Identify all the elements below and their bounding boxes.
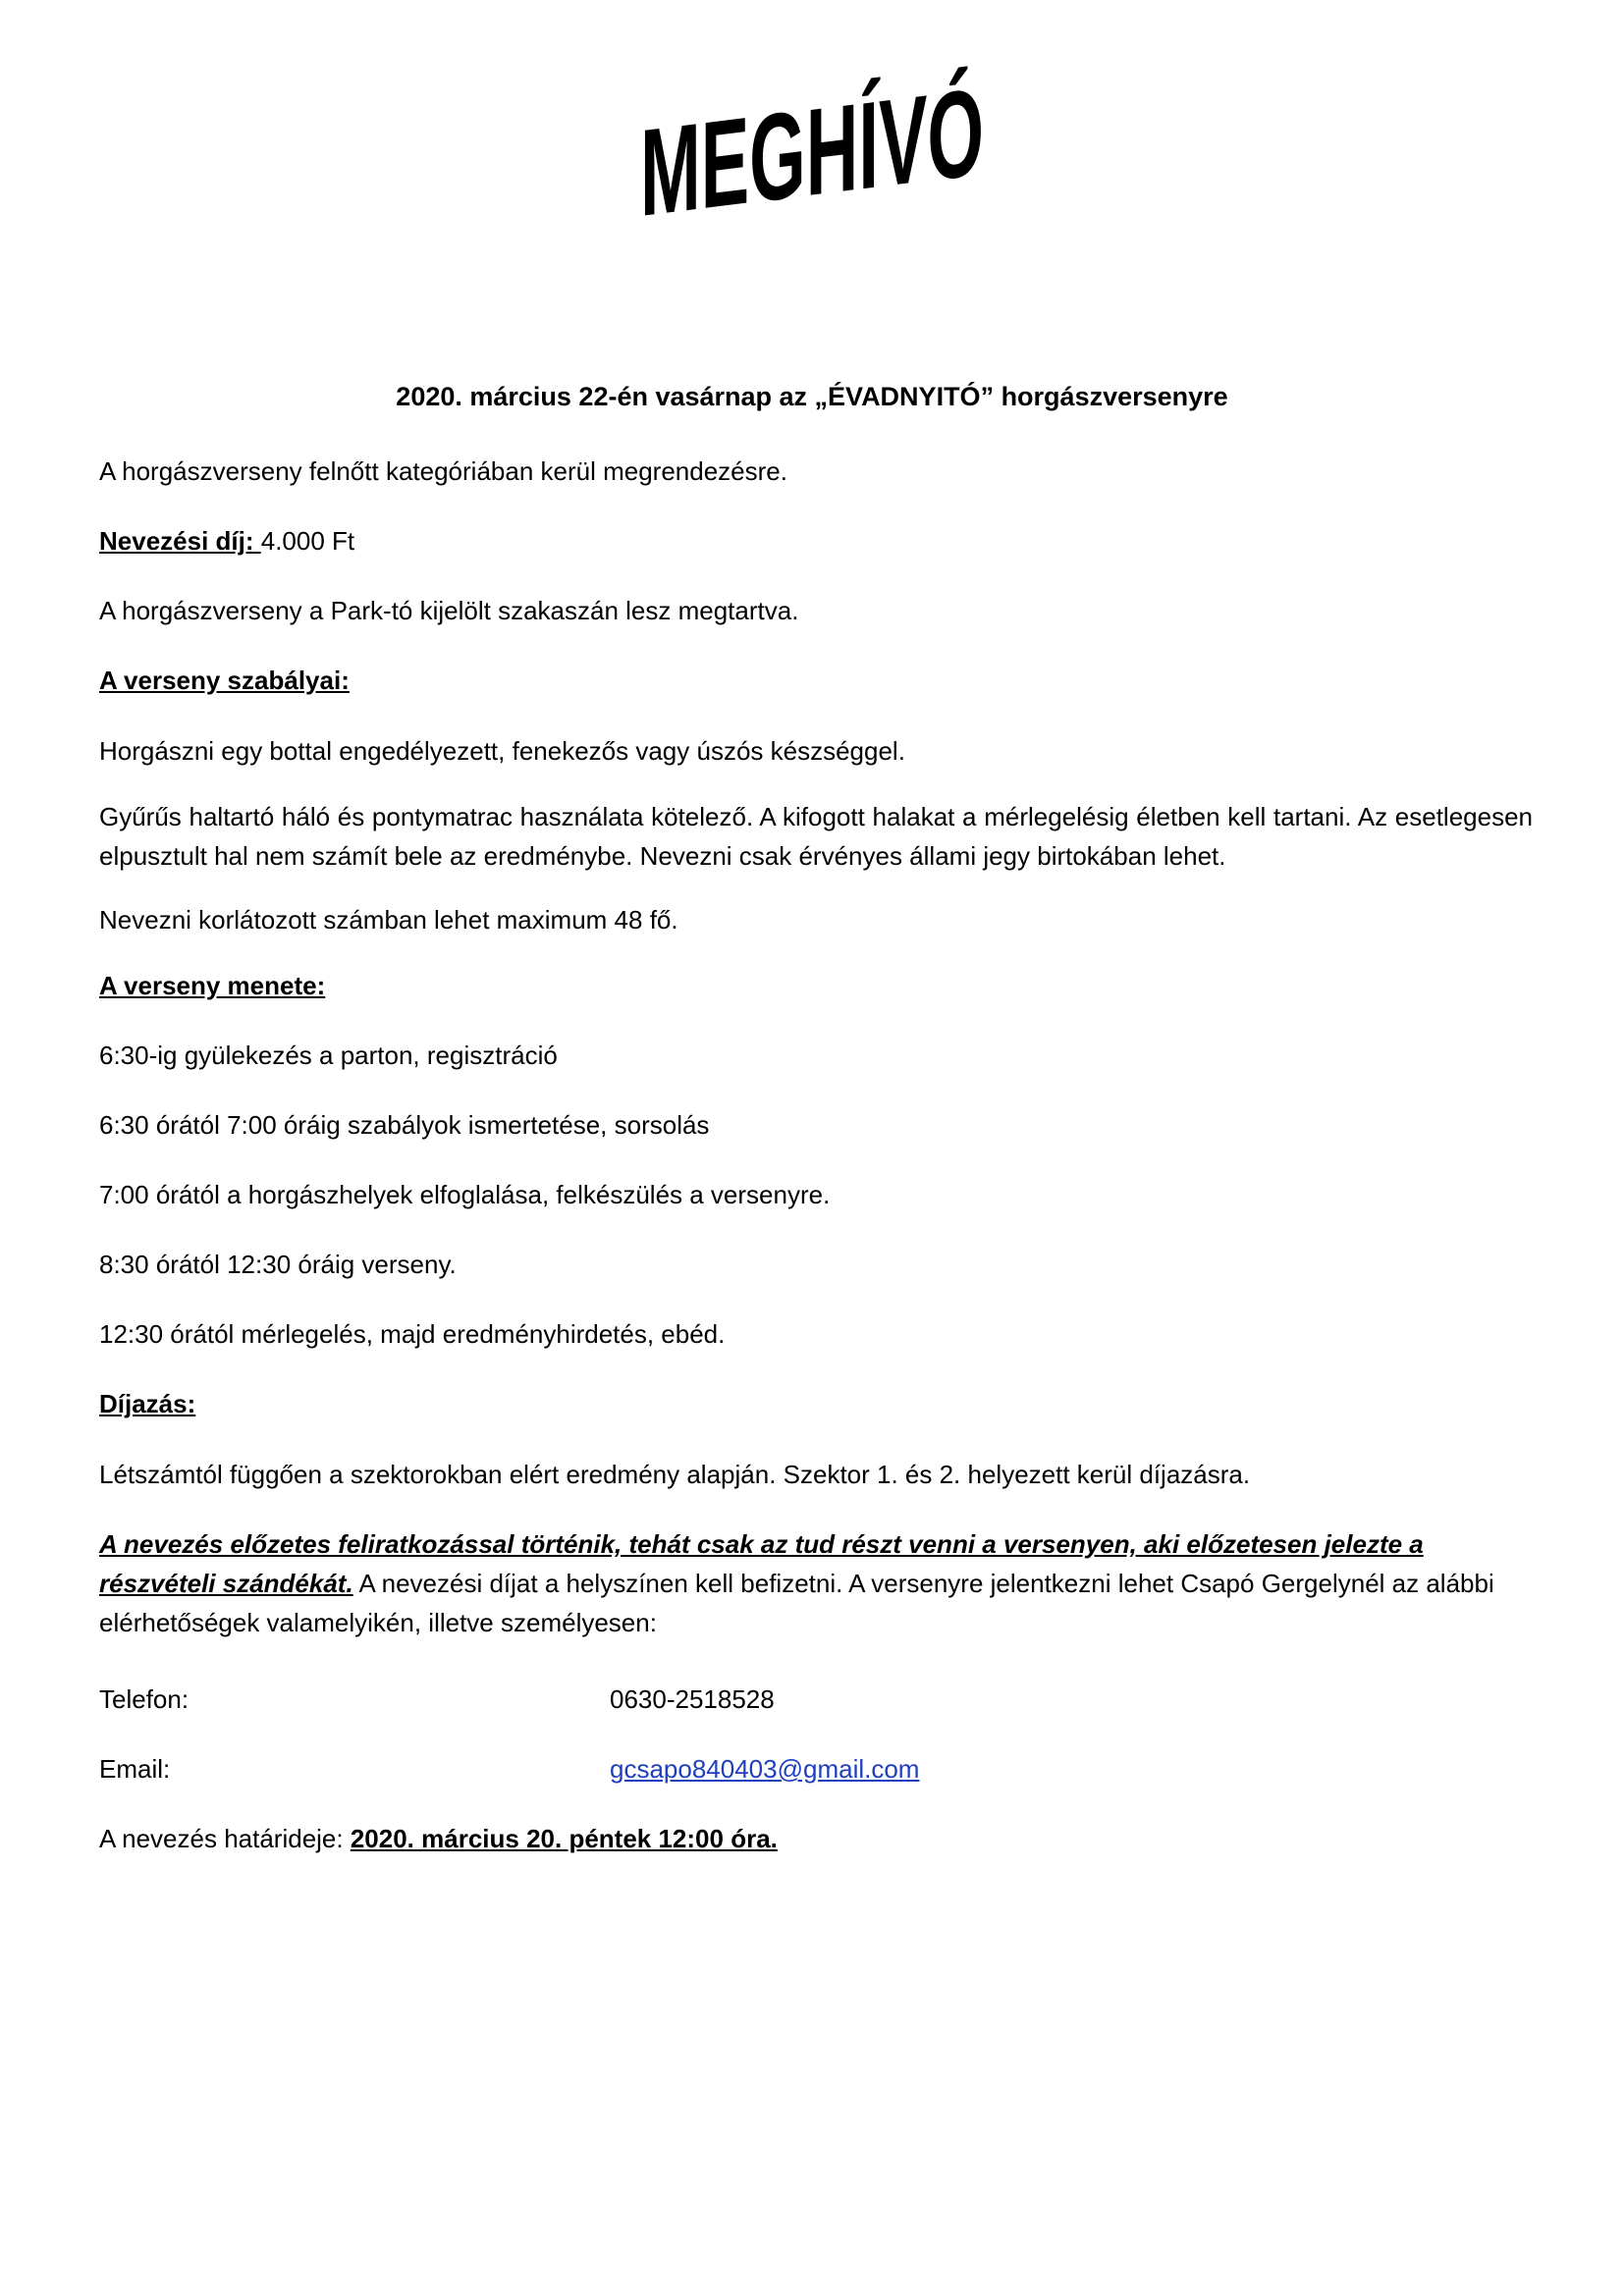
logo-wordart: MEGHÍVÓ [640, 36, 1197, 243]
schedule-item: 8:30 órától 12:30 óráig verseny. [99, 1250, 457, 1279]
meghivo-logo [628, 36, 1197, 275]
registration-emphasis: A nevezés előzetes feliratkozással történik, tehát csak az tud részt venni a versenyen, aki előzetesen jelezte a részvételi szándékát. [99, 1529, 1424, 1598]
rule-item: Nevezni korlátozott számban lehet maximum 48 fő. [99, 905, 678, 934]
phone-value: 0630-2518528 [610, 1684, 775, 1714]
deadline-line [99, 1819, 1533, 1858]
entry-fee-label: Nevezési díj: [99, 526, 261, 556]
entry-fee-line [99, 521, 1533, 561]
entry-fee-value: 4.000 Ft [260, 526, 355, 556]
deadline-value: 2020. március 20. péntek 12:00 óra. [350, 1824, 778, 1853]
rule-item: Gyűrűs haltartó háló és pontymatrac használata kötelező. A kifogott halakat a mérlegelésig életben kell tartani. Az esetlegesen elpusztult hal nem számít bele az eredménybe. Nevezni csak érvényes állami jegy birtokában lehet. [99, 802, 1533, 871]
email-label: Email: [99, 1754, 171, 1784]
email-link[interactable]: gcsapo840403@gmail.com [610, 1754, 920, 1784]
registration-text: A nevezési díjat a helyszínen kell befizetni. A versenyre jelentkezni lehet Csapó Gergelynél az alábbi elérhetőségek valamelyikén, illetve személyesen: [99, 1569, 1494, 1637]
schedule-item: 6:30 órától 7:00 óráig szabályok ismertetése, sorsolás [99, 1110, 710, 1140]
category-text: A horgászverseny felnőtt kategóriában kerül megrendezésre. [99, 456, 787, 486]
registration-paragraph [99, 1524, 1513, 1642]
schedule-heading: A verseny menete: [99, 971, 326, 1000]
rules-heading: A verseny szabályai: [99, 666, 350, 695]
schedule-item: 12:30 órától mérlegelés, majd eredményhirdetés, ebéd. [99, 1319, 726, 1349]
phone-row [99, 1680, 1533, 1719]
schedule-item: 6:30-ig gyülekezés a parton, regisztráció [99, 1041, 558, 1070]
deadline-label: A nevezés határideje: [99, 1824, 351, 1853]
prizes-text: Létszámtól függően a szektorokban elért eredmény alapján. Szektor 1. és 2. helyezett kerül díjazásra. [99, 1460, 1251, 1489]
invitation-subtitle: 2020. március 22-én vasárnap az „ÉVADNYITÓ” horgászversenyre [396, 382, 1228, 411]
schedule-item: 7:00 órától a horgászhelyek elfoglalása, felkészülés a versenyre. [99, 1180, 831, 1209]
location-text: A horgászverseny a Park-tó kijelölt szakaszán lesz megtartva. [99, 596, 799, 625]
phone-label: Telefon: [99, 1684, 189, 1714]
email-row [99, 1749, 1533, 1789]
rule-item: Horgászni egy bottal engedélyezett, fenekezős vagy úszós készséggel. [99, 736, 905, 766]
prizes-heading: Díjazás: [99, 1389, 196, 1418]
